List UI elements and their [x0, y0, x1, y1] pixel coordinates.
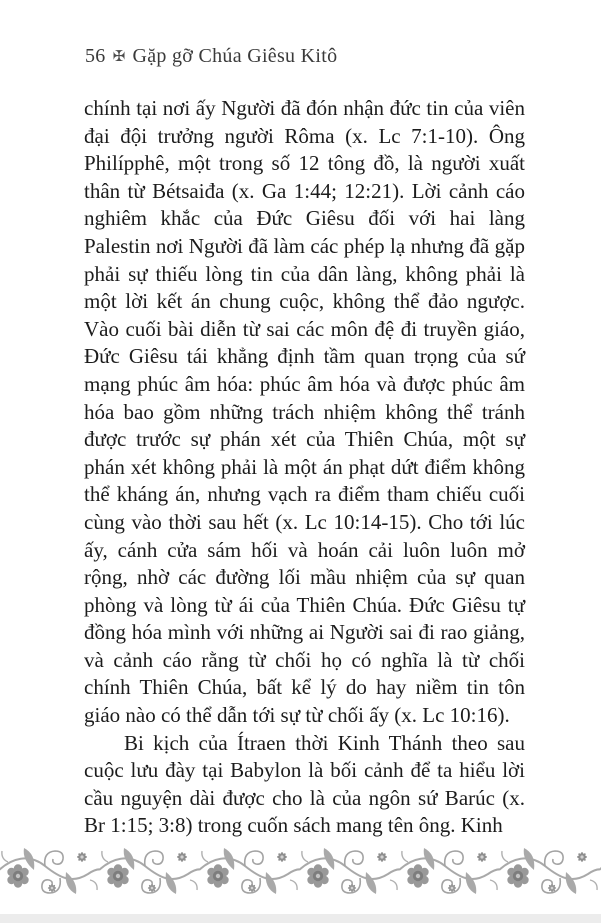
paragraph: Bi kịch của Ítraen thời Kinh Thánh theo sau cuộc lưu đày tại Babylon là bối cảnh để ta hiểu lời cầu nguyện dài được cho là của ngôn sứ Barúc (x. Br 1:15; 3:8) trong cuốn sách mang tên ông. Kinh	[84, 730, 525, 838]
page-number: 56	[85, 45, 106, 67]
paragraph: chính tại nơi ấy Người đã đón nhận đức tin của viên đại đội trưởng người Rôma (x. Lc 7:1-10). Ông Philípphê, một trong số 12 tông đồ, là người xuất thân từ Bétsaiđa (x. Ga 1:44; 12:21). Lời cảnh cáo nghiêm khắc của Đức Giêsu đối với hai làng Palestin nơi Người đã làm các phép lạ nhưng đã gặp phải sự thiếu lòng tin của dân làng, không phải là một lời kết án chung cuộc, không thể đảo ngược. Vào cuối bài diễn từ sai các môn đệ đi truyền giáo, Đức Giêsu tái khẳng định tầm quan trọng của sứ mạng phúc âm hóa: phúc âm hóa và được phúc âm hóa bao gồm những trách nhiệm không thể tránh được trước sự phán xét của Thiên Chúa, một sự phán xét không phải là một án phạt dứt điểm không thể kháng án, nhưng vạch ra điểm tham chiếu cuối cùng vào thời sau hết (x. Lc 10:14-15). Cho tới lúc ấy, cánh cửa sám hối và hoán cải luôn luôn mở rộng, nhờ các đường lối mầu nhiệm của sự quan phòng và lòng từ ái của Thiên Chúa. Đức Giêsu tự đồng hóa mình với những ai Người sai đi rao giảng, và cảnh cáo rằng từ chối họ có nghĩa là từ chối chính Thiên Chúa, bất kể lý do hay niềm tin tôn giáo nào có thể dẫn tới sự từ chối ấy (x. Lc 10:16).	[84, 96, 525, 728]
page-header	[85, 45, 337, 68]
running-title: Gặp gỡ Chúa Giêsu Kitô	[132, 45, 338, 67]
floral-border-ornament	[0, 846, 601, 895]
body-text	[84, 95, 525, 840]
bottom-bar	[0, 914, 601, 923]
maltese-cross-icon: ✠	[112, 47, 126, 65]
